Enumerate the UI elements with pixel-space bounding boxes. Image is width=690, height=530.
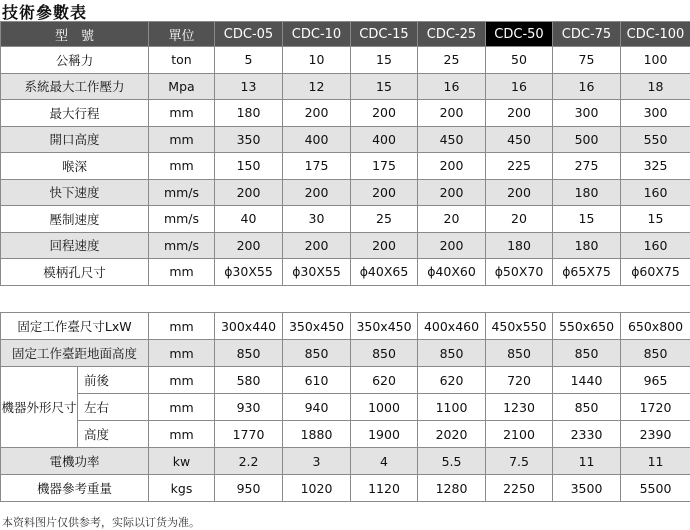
cell: 16 [553,73,621,100]
row-unit: mm [149,313,215,340]
row-label: 固定工作臺尺寸LxW [1,313,149,340]
table-row [1,394,690,421]
cell: 350x450 [351,313,418,340]
row-label: 壓制速度 [1,206,149,233]
cell: 16 [486,73,553,100]
cell: 850 [215,340,283,367]
cell: 850 [621,340,690,367]
row-unit: mm [149,367,215,394]
cell: 160 [621,179,690,206]
cell: 175 [351,153,418,180]
cell: 200 [486,100,553,127]
cell: 200 [215,179,283,206]
table-row [1,73,690,100]
row-unit: kgs [149,475,215,502]
cell: 150 [215,153,283,180]
cell: 5 [215,47,283,74]
cell: 13 [215,73,283,100]
cell: 200 [351,100,418,127]
cell: 200 [418,232,486,259]
row-label: 系統最大工作壓力 [1,73,149,100]
cell: 7.5 [486,448,553,475]
cell: 720 [486,367,553,394]
cell: ϕ40X60 [418,259,486,286]
cell: 180 [215,100,283,127]
cell: 1230 [486,394,553,421]
cell: 15 [351,47,418,74]
row-unit: mm/s [149,179,215,206]
cell: ϕ50X70 [486,259,553,286]
cell: 400 [351,126,418,153]
row-unit: mm [149,421,215,448]
cell: 40 [215,206,283,233]
cell: 180 [553,232,621,259]
row-label: 高度 [78,421,149,448]
cell: 3500 [553,475,621,502]
cell: 200 [283,179,351,206]
table-row [1,421,690,448]
cell: 400 [283,126,351,153]
table-row [1,340,690,367]
cell: 940 [283,394,351,421]
model-col-header: CDC-25 [418,22,486,47]
cell: 950 [215,475,283,502]
table-row [1,206,690,233]
cell: 400x460 [418,313,486,340]
row-unit: mm [149,153,215,180]
cell: 620 [418,367,486,394]
cell: 580 [215,367,283,394]
row-label: 模柄孔尺寸 [1,259,149,286]
cell: 12 [283,73,351,100]
model-col-header: CDC-75 [553,22,621,47]
cell: 4 [351,448,418,475]
cell: 20 [418,206,486,233]
row-label: 前後 [78,367,149,394]
cell: 180 [553,179,621,206]
model-col-header: CDC-100 [621,22,690,47]
cell: 2330 [553,421,621,448]
row-label: 回程速度 [1,232,149,259]
cell: 20 [486,206,553,233]
table-row [1,153,690,180]
cell: 75 [553,47,621,74]
model-col-header: CDC-50 [486,22,553,47]
cell: 300x440 [215,313,283,340]
cell: 200 [351,232,418,259]
cell: 16 [418,73,486,100]
cell: 610 [283,367,351,394]
cell: 930 [215,394,283,421]
header-row [1,22,690,47]
cell: 450 [486,126,553,153]
table-row [1,126,690,153]
cell: 200 [283,232,351,259]
cell: 180 [486,232,553,259]
cell: 1120 [351,475,418,502]
cell: 100 [621,47,690,74]
table-row [1,100,690,127]
cell: 500 [553,126,621,153]
row-label: 固定工作臺距地面高度 [1,340,149,367]
cell: 2.2 [215,448,283,475]
cell: 18 [621,73,690,100]
cell: 225 [486,153,553,180]
cell: 30 [283,206,351,233]
cell: 620 [351,367,418,394]
cell: 450x550 [486,313,553,340]
row-label: 喉深 [1,153,149,180]
model-header: 型 號 [1,22,149,47]
row-unit: mm [149,394,215,421]
cell: 550 [621,126,690,153]
table-row [1,259,690,286]
row-unit: mm [149,126,215,153]
table-row [1,47,690,74]
unit-header: 單位 [149,22,215,47]
cell: 3 [283,448,351,475]
cell: 200 [283,100,351,127]
cell: 850 [553,394,621,421]
row-label: 機器參考重量 [1,475,149,502]
cell: 850 [351,340,418,367]
cell: 275 [553,153,621,180]
cell: 200 [418,100,486,127]
cell: 200 [215,232,283,259]
spec-table-dimensions [0,312,690,502]
cell: 850 [486,340,553,367]
row-unit: mm [149,259,215,286]
cell: 200 [351,179,418,206]
cell: 200 [486,179,553,206]
row-label: 快下速度 [1,179,149,206]
cell: 11 [553,448,621,475]
table-row [1,313,690,340]
cell: 1100 [418,394,486,421]
cell: 350 [215,126,283,153]
row-label: 開口高度 [1,126,149,153]
cell: 15 [553,206,621,233]
cell: 5500 [621,475,690,502]
page-title: 技術參數表 [2,0,87,23]
spec-table-main [0,21,690,286]
table-row [1,448,690,475]
cell: 11 [621,448,690,475]
cell: 300 [553,100,621,127]
row-label: 最大行程 [1,100,149,127]
table-row [1,179,690,206]
cell: 1900 [351,421,418,448]
cell: 450 [418,126,486,153]
model-col-header: CDC-15 [351,22,418,47]
dims-group-label: 機器外形尺寸 [1,367,78,448]
table-row [1,367,690,394]
cell: 175 [283,153,351,180]
row-label: 電機功率 [1,448,149,475]
cell: ϕ30X55 [215,259,283,286]
cell: 15 [351,73,418,100]
cell: ϕ65X75 [553,259,621,286]
cell: 1020 [283,475,351,502]
cell: 300 [621,100,690,127]
cell: 50 [486,47,553,74]
model-col-header: CDC-05 [215,22,283,47]
cell: 2020 [418,421,486,448]
row-unit: mm [149,340,215,367]
row-label: 公稱力 [1,47,149,74]
cell: 25 [418,47,486,74]
cell: 325 [621,153,690,180]
table-row [1,475,690,502]
cell: 1880 [283,421,351,448]
row-unit: mm/s [149,206,215,233]
row-label: 左右 [78,394,149,421]
cell: 2390 [621,421,690,448]
cell: 350x450 [283,313,351,340]
row-unit: Mpa [149,73,215,100]
cell: 2250 [486,475,553,502]
cell: 1720 [621,394,690,421]
cell: 1000 [351,394,418,421]
cell: 850 [418,340,486,367]
cell: 10 [283,47,351,74]
row-unit: mm [149,100,215,127]
cell: 1280 [418,475,486,502]
cell: 550x650 [553,313,621,340]
table-row [1,232,690,259]
cell: ϕ40X65 [351,259,418,286]
cell: 25 [351,206,418,233]
row-unit: kw [149,448,215,475]
row-unit: ton [149,47,215,74]
footnote: 本资料图片仅供参考，实际以订货为准。 [2,514,200,530]
cell: 2100 [486,421,553,448]
cell: ϕ60X75 [621,259,690,286]
cell: 15 [621,206,690,233]
cell: 965 [621,367,690,394]
model-col-header: CDC-10 [283,22,351,47]
cell: 200 [418,179,486,206]
cell: 200 [418,153,486,180]
cell: 1770 [215,421,283,448]
cell: 5.5 [418,448,486,475]
cell: 850 [283,340,351,367]
cell: 1440 [553,367,621,394]
cell: 850 [553,340,621,367]
cell: 160 [621,232,690,259]
cell: ϕ30X55 [283,259,351,286]
row-unit: mm/s [149,232,215,259]
cell: 650x800 [621,313,690,340]
